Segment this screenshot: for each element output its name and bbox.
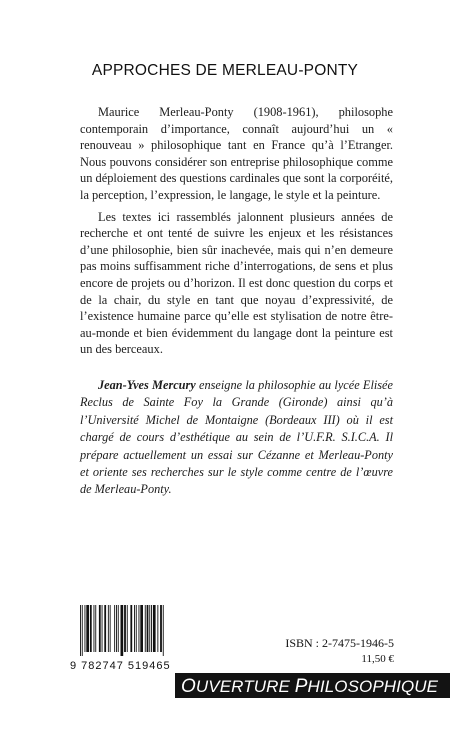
collection-name: OUVERTURE PHILOSOPHIQUE bbox=[181, 676, 439, 697]
barcode bbox=[78, 605, 188, 656]
barcode-bar bbox=[85, 605, 86, 652]
barcode-bar bbox=[140, 605, 143, 652]
isbn: ISBN : 2-7475-1946-5 bbox=[285, 636, 394, 650]
barcode-bar bbox=[163, 605, 164, 656]
barcode-bar bbox=[121, 605, 124, 656]
book-title: APPROCHES DE MERLEAU-PONTY bbox=[91, 62, 359, 79]
author-bio bbox=[80, 377, 393, 499]
barcode-bar bbox=[136, 605, 137, 652]
barcode-bar bbox=[102, 605, 103, 652]
barcode-bar bbox=[118, 605, 119, 652]
barcode-bar bbox=[130, 605, 132, 652]
barcode-bars bbox=[78, 605, 188, 656]
barcode-bar bbox=[108, 605, 109, 652]
barcode-bar bbox=[147, 605, 149, 652]
barcode-bar bbox=[114, 605, 115, 652]
price: 11,50 € bbox=[361, 653, 394, 665]
author-name: Jean-Yves Mercury bbox=[98, 378, 196, 392]
barcode-bar bbox=[110, 605, 111, 652]
back-cover-summary bbox=[80, 104, 393, 358]
barcode-number: 9 782747 519465 bbox=[70, 660, 171, 672]
barcode-bar bbox=[104, 605, 106, 652]
barcode-bar bbox=[134, 605, 135, 652]
barcode-bar bbox=[90, 605, 92, 652]
barcode-bar bbox=[86, 605, 89, 652]
barcode-bar bbox=[145, 605, 146, 652]
summary-paragraph: Maurice Merleau-Ponty (1908-1961), philosophe contemporain d’importance, connaît aujourd’hui un « renouveau » philosophique tant en France qu’à l’Etranger. Nous pouvons considérer son entreprise philosophique comme un déploiement des questions cardinales que sont la corporéité, la perception, l’expression, le langage, le style et la peinture. bbox=[80, 105, 393, 202]
barcode-bar bbox=[127, 605, 128, 652]
barcode-bar bbox=[151, 605, 152, 652]
barcode-bar bbox=[80, 605, 81, 656]
barcode-bar bbox=[94, 605, 95, 652]
author-bio-text: enseigne la philosophie au lycée Elisée Reclus de Sainte Foy la Grande (Gironde) ainsi qu’à l’Université Michel de Montaigne (Bordeaux III) où il est chargé de cours d’esthétique au sein de l’U.F.R. S.I.C.A. Il prépare actuellement un essai sur Cézanne et Merleau-Ponty et oriente ses recherches sur le style comme centre de l’œuvre de Merleau-Ponty. bbox=[80, 378, 393, 497]
barcode-bar bbox=[95, 605, 96, 652]
barcode-bar bbox=[139, 605, 140, 652]
barcode-bar bbox=[153, 605, 156, 652]
collection-band bbox=[175, 673, 450, 698]
barcode-bar bbox=[116, 605, 117, 652]
barcode-bar bbox=[160, 605, 162, 652]
barcode-bar bbox=[82, 605, 83, 656]
barcode-bar bbox=[124, 605, 126, 652]
barcode-bar bbox=[149, 605, 150, 652]
barcode-bar bbox=[157, 605, 158, 652]
barcode-bar bbox=[99, 605, 101, 652]
summary-paragraph: Les textes ici rassemblés jalonnent plusieurs années de recherche et ont tenté de suivre les enjeux et les résistances d’une philosophie, bien sûr inachevée, mais qui n’en demeure pas moins suffisamment riche d’interrogations, de sens et plus encore de projets ou d’horizon. Il est donc question du corps et de la chair, du style en tant que noyau d’expressivité, de l’existence humaine parce qu’elle est stylisation de notre être-au-monde et bien évidemment du langage dont la peinture est un des berceaux. bbox=[80, 209, 393, 357]
